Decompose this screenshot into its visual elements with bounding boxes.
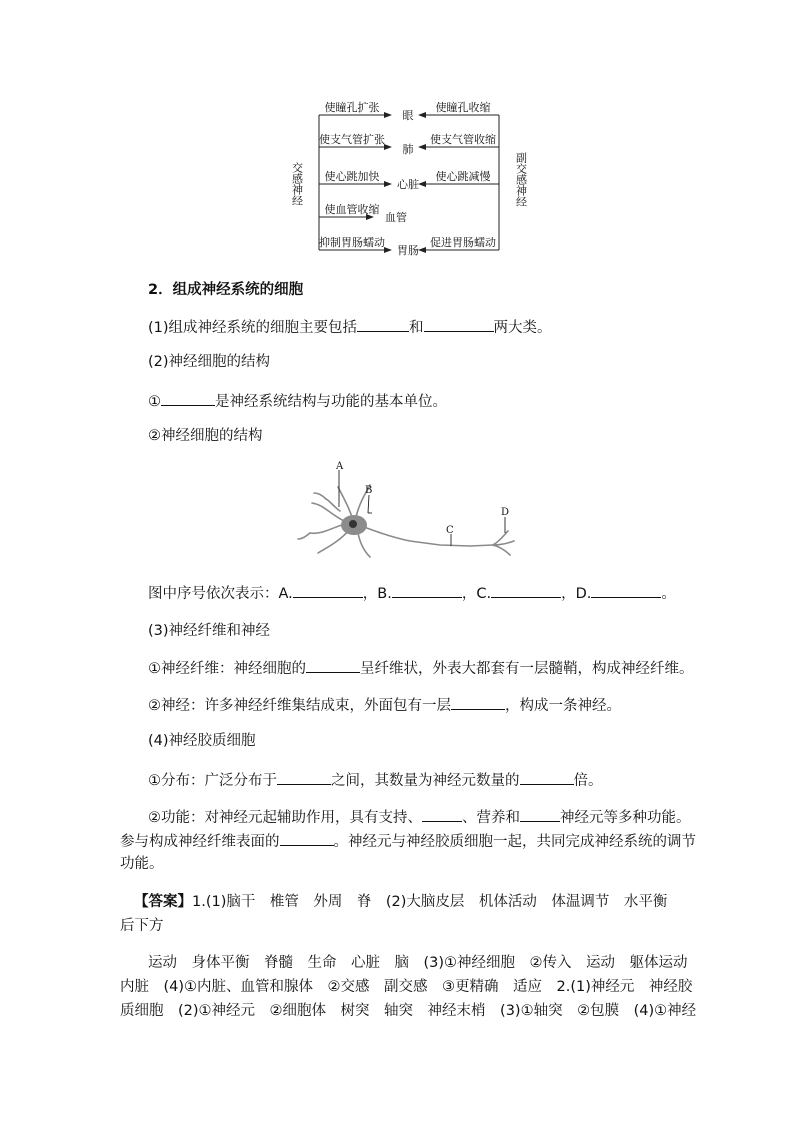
question-4-1 (148, 768, 603, 792)
parasympathetic-label: 副交感神经 (514, 152, 528, 207)
answer-line-1 (134, 891, 667, 913)
answer-blank[interactable] (357, 315, 409, 332)
q1-text-a: (1)组成神经系统的细胞主要包括 (148, 320, 358, 336)
q2-1-text-a: ① (148, 394, 161, 410)
answer-blank[interactable] (422, 805, 462, 822)
answer-blank[interactable] (161, 389, 215, 406)
answer-blank[interactable] (306, 656, 360, 673)
question-3-2 (148, 693, 621, 717)
neuron-label-b: B (365, 485, 373, 496)
answer-blank[interactable] (424, 315, 494, 332)
question-2-1 (148, 389, 447, 413)
neuron-label-a: A (336, 461, 344, 472)
q1-text-c: 两大类。 (493, 320, 552, 336)
section-heading: 2．组成神经系统的细胞 (148, 282, 304, 298)
fig-text-d: ，D. (561, 586, 592, 602)
neuron-label-c: C (446, 525, 454, 536)
q4-2-text-b: 、营养和 (462, 810, 520, 826)
neuron-label-d: D (501, 507, 510, 518)
answer-blank[interactable] (591, 581, 661, 598)
answer-line-5: 质细胞 (2)①神经元 ②细胞体 树突 轴突 神经末梢 (3)①轴突 ②包膜 (4)①神经 (120, 1003, 697, 1019)
sympathetic-effect-vessel: 使血管收缩 (324, 203, 380, 216)
answer-text-1: 1.(1)脑干 椎管 外周 脊 (2)大脑皮层 机体活动 体温调节 水平衡 (192, 894, 668, 910)
q4-1-text-a: ①分布：广泛分布于 (148, 773, 277, 789)
question-3-1 (148, 656, 694, 680)
q4-1-text-c: 倍。 (573, 773, 603, 789)
answer-blank[interactable] (277, 768, 331, 785)
question-1 (148, 315, 552, 339)
autonomic-nerve-diagram (0, 0, 794, 270)
question-4-2-end: 功能。 (120, 856, 164, 872)
q3-2-text-b: ，构成一条神经。 (505, 698, 621, 714)
parasympathetic-effect-heart: 使心跳减慢 (435, 170, 491, 183)
question-3: (3)神经纤维和神经 (148, 623, 271, 639)
q4-2-text-d: 参与构成神经纤维表面的 (120, 834, 280, 850)
neuron-figure (0, 455, 794, 575)
q3-2-text-a: ②神经：许多神经纤维集结成束，外面包有一层 (148, 698, 451, 714)
sympathetic-effect-eye: 使瞳孔扩张 (324, 101, 380, 114)
answer-blank[interactable] (392, 581, 462, 598)
organ-heart: 心脏 (397, 178, 419, 191)
sympathetic-effect-lung: 使支气管扩张 (319, 133, 385, 146)
sympathetic-effect-heart: 使心跳加快 (324, 170, 380, 183)
figure-labels-question (148, 581, 676, 605)
q4-2-text-c: 神经元等多种功能。 (560, 810, 691, 826)
fig-text-b: ，B. (362, 586, 392, 602)
q4-2-text-a: ②功能：对神经元起辅助作用，具有支持、 (148, 810, 422, 826)
q3-1-text-b: 呈纤维状，外表大都套有一层髓鞘，构成神经纤维。 (360, 661, 694, 677)
answer-blank[interactable] (451, 693, 505, 710)
fig-text-a: 图中序号依次表示：A. (148, 586, 293, 602)
fig-text-end: 。 (661, 586, 676, 602)
answer-label: 【答案】 (134, 894, 192, 910)
sympathetic-label: 交感神经 (290, 162, 304, 206)
q4-2-text-e: 。神经元与神经胶质细胞一起，共同完成神经系统的调节 (333, 834, 696, 850)
sympathetic-effect-gut: 抑制胃肠蠕动 (319, 236, 385, 249)
q3-1-text-a: ①神经纤维：神经细胞的 (148, 661, 306, 677)
question-4-2 (148, 805, 691, 829)
answer-blank[interactable] (293, 581, 363, 598)
question-4: (4)神经胶质细胞 (148, 733, 256, 749)
answer-blank[interactable] (520, 768, 574, 785)
answer-line-3: 运动 身体平衡 脊髓 生命 心脏 脑 (3)①神经细胞 ②传入 运动 躯体运动 (148, 955, 688, 971)
parasympathetic-effect-gut: 促进胃肠蠕动 (430, 236, 496, 249)
q2-1-text-b: 是神经系统结构与功能的基本单位。 (215, 394, 447, 410)
answer-blank[interactable] (280, 829, 334, 846)
answer-line-2: 后下方 (120, 918, 164, 934)
q4-1-text-b: 之间，其数量为神经元数量的 (331, 773, 520, 789)
fig-text-c: ，C. (461, 586, 492, 602)
organ-vessel: 血管 (385, 211, 407, 224)
answer-line-4: 内脏 (4)①内脏、血管和腺体 ②交感 副交感 ③更精确 适应 2.(1)神经元 神经胶 (120, 979, 693, 995)
organ-eye: 眼 (402, 109, 414, 122)
organ-gut: 胃肠 (397, 244, 419, 257)
answer-blank[interactable] (491, 581, 561, 598)
question-2: (2)神经细胞的结构 (148, 354, 271, 370)
question-4-2-cont (120, 829, 696, 853)
parasympathetic-effect-lung: 使支气管收缩 (430, 133, 496, 146)
parasympathetic-effect-eye: 使瞳孔收缩 (435, 101, 491, 114)
question-2-2: ②神经细胞的结构 (148, 428, 263, 444)
organ-lung: 肺 (402, 143, 414, 156)
q1-text-b: 和 (409, 320, 424, 336)
answer-blank[interactable] (520, 805, 560, 822)
